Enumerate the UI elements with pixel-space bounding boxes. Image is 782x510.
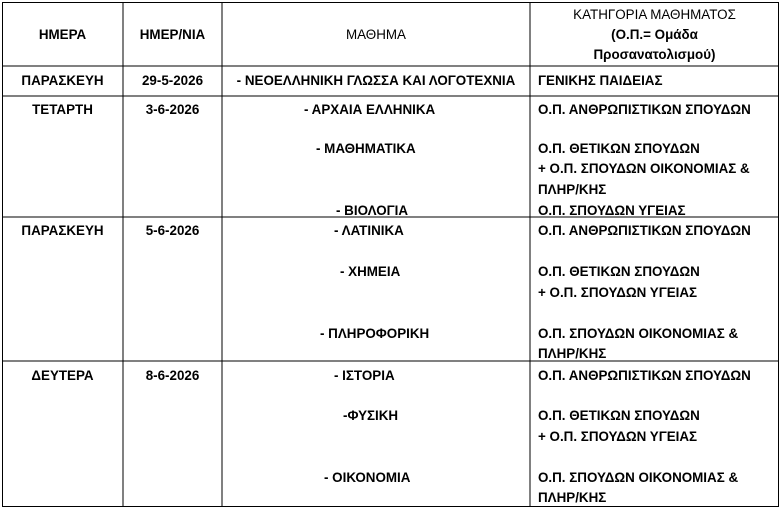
header-category-line2: (Ο.Π.= Ομάδα [611,27,698,42]
header-day: ΗΜΕΡΑ [38,27,87,42]
row-date: 29-5-2026 [141,73,204,88]
row-subject: - ΙΣΤΟΡΙΑ [334,368,395,383]
row-subject: - ΧΗΜΕΙΑ [340,264,401,279]
row-category: Ο.Π. ΣΠΟΥΔΩΝ ΟΙΚΟΝΟΜΙΑΣ & [538,326,739,341]
row-category: Ο.Π. ΣΠΟΥΔΩΝ ΟΙΚΟΝΟΜΙΑΣ & [538,470,739,485]
row-day: ΠΑΡΑΣΚΕΥΗ [21,223,104,238]
row-date: 8-6-2026 [145,368,200,383]
row-day: ΤΕΤΑΡΤΗ [32,102,93,117]
row-subject: - ΜΑΘΗΜΑΤΙΚΑ [316,141,416,156]
row-date: 3-6-2026 [145,102,200,117]
row-subject: - ΑΡΧΑΙΑ ΕΛΛΗΝΙΚΑ [304,102,436,117]
header-category-line1: ΚΑΤΗΓΟΡΙΑ ΜΑΘΗΜΑΤΟΣ [573,7,736,22]
row-category: Ο.Π. ΑΝΘΡΩΠΙΣΤΙΚΩΝ ΣΠΟΥΔΩΝ [538,223,751,238]
row-subject: -ΦΥΣΙΚΗ [343,408,399,423]
row-category: Ο.Π. ΣΠΟΥΔΩΝ ΥΓΕΙΑΣ [538,203,686,218]
row-subject: - ΝΕΟΕΛΛΗΝΙΚΗ ΓΛΩΣΣΑ ΚΑΙ ΛΟΓΟΤΕΧΝΙΑ [236,73,516,88]
row-day: ΔΕΥΤΕΡΑ [31,368,94,383]
header-date: ΗΜΕΡ/ΝΙΑ [139,27,206,42]
row-category: ΠΛΗΡ/ΚΗΣ [538,490,607,505]
row-subject: - ΛΑΤΙΝΙΚΑ [334,223,404,238]
row-day: ΠΑΡΑΣΚΕΥΗ [21,73,104,88]
row-category: ΠΛΗΡ/ΚΗΣ [538,182,607,197]
row-subject: - ΒΙΟΛΟΓΙΑ [336,203,409,218]
row-category: + Ο.Π. ΣΠΟΥΔΩΝ ΥΓΕΙΑΣ [538,429,698,444]
row-category: ΓΕΝΙΚΗΣ ΠΑΙΔΕΙΑΣ [538,73,663,88]
row-category: + Ο.Π. ΣΠΟΥΔΩΝ ΥΓΕΙΑΣ [538,285,698,300]
row-category: Ο.Π. ΘΕΤΙΚΩΝ ΣΠΟΥΔΩΝ [538,408,700,423]
header-category-line3: Προσανατολισμού) [593,47,716,62]
row-category: + Ο.Π. ΣΠΟΥΔΩΝ ΟΙΚΟΝΟΜΙΑΣ & [538,161,750,176]
header-subject: ΜΑΘΗΜΑ [346,27,406,42]
row-category: Ο.Π. ΘΕΤΙΚΩΝ ΣΠΟΥΔΩΝ [538,264,700,279]
row-date: 5-6-2026 [145,223,200,238]
row-subject: - ΟΙΚΟΝΟΜΙΑ [324,470,411,485]
row-subject: - ΠΛΗΡΟΦΟΡΙΚΗ [320,326,430,341]
row-category: ΠΛΗΡ/ΚΗΣ [538,346,607,361]
row-category: Ο.Π. ΑΝΘΡΩΠΙΣΤΙΚΩΝ ΣΠΟΥΔΩΝ [538,102,751,117]
exam-schedule-table [2,2,779,507]
row-category: Ο.Π. ΑΝΘΡΩΠΙΣΤΙΚΩΝ ΣΠΟΥΔΩΝ [538,368,751,383]
row-category: Ο.Π. ΘΕΤΙΚΩΝ ΣΠΟΥΔΩΝ [538,141,700,156]
